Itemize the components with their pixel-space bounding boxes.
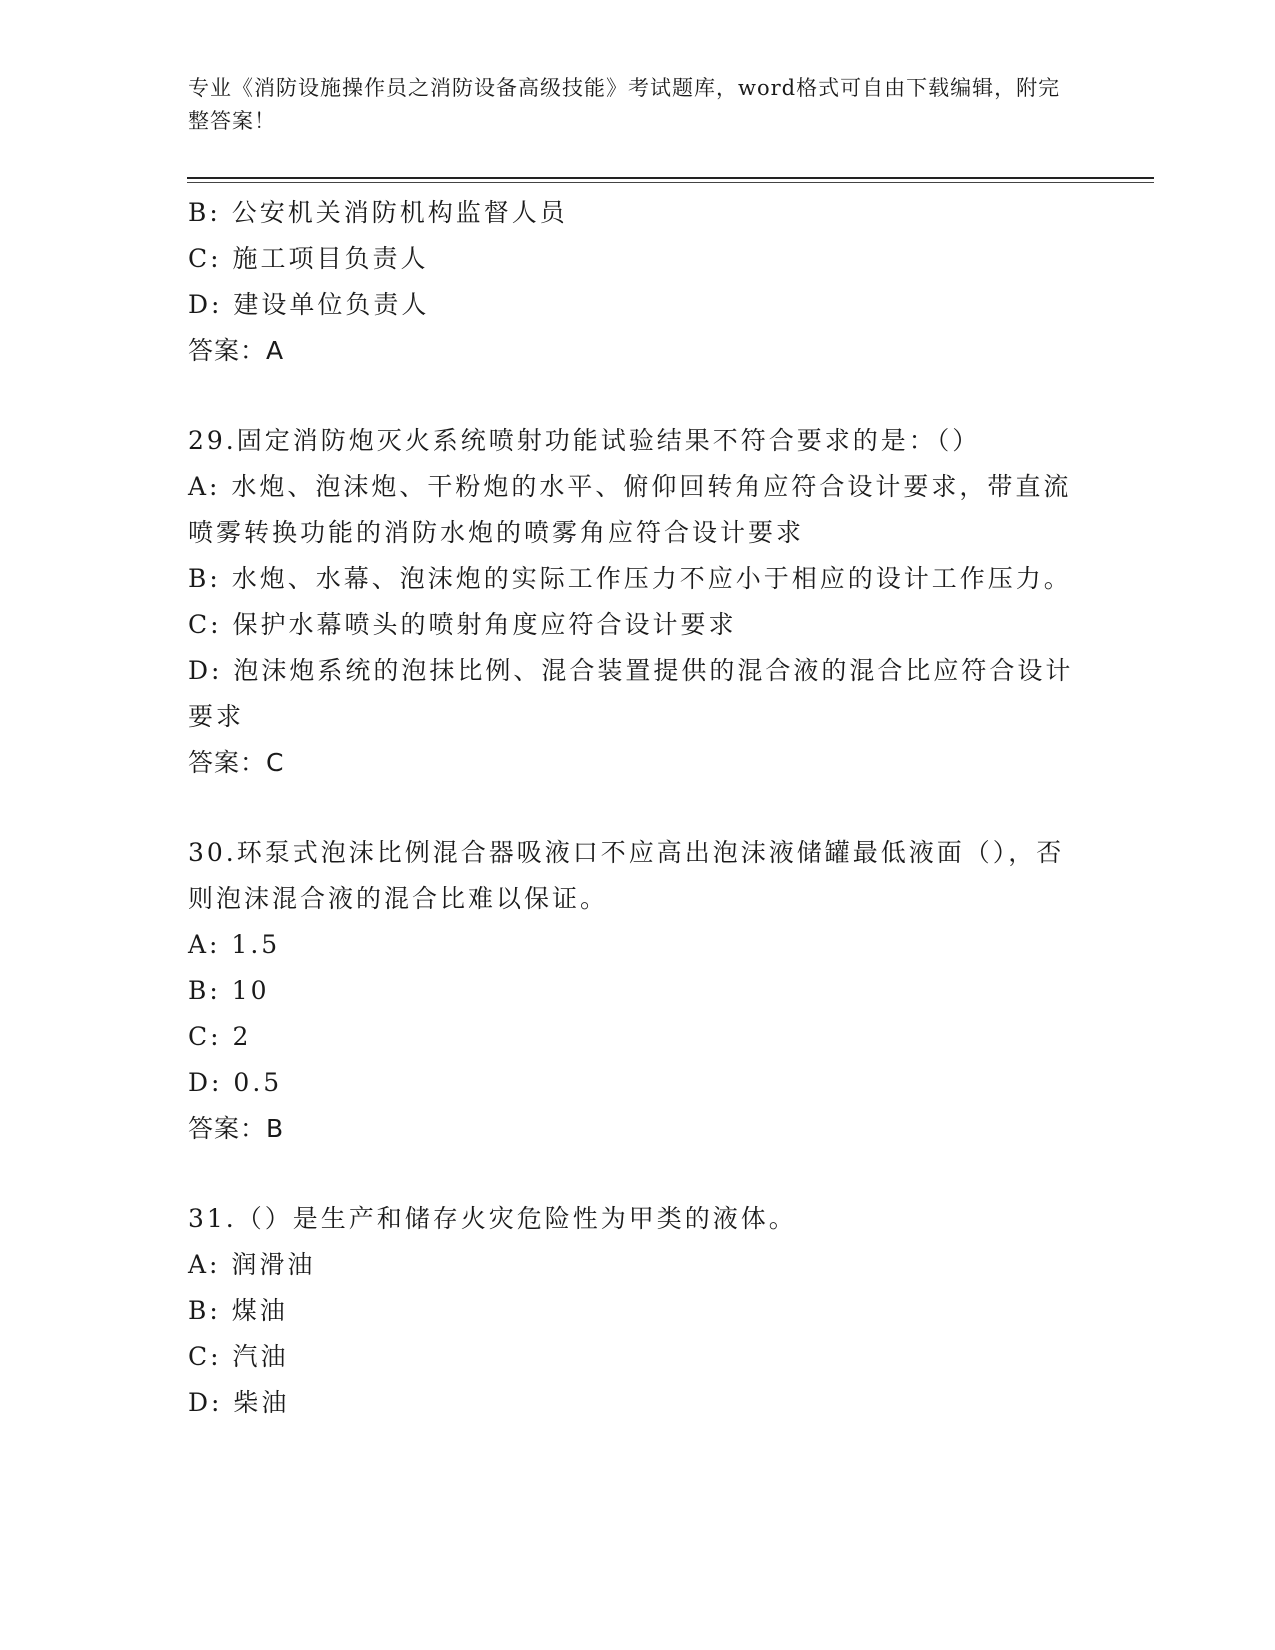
option-c: C: 施工项目负责人 [188, 244, 429, 273]
answer-line: 答案：C [188, 748, 285, 777]
option-b: B: 水炮、水幕、泡沫炮的实际工作压力不应小于相应的设计工作压力。 [188, 564, 1072, 593]
question-text: 30.环泵式泡沫比例混合器吸液口不应高出泡沫液储罐最低液面（），否则泡沫混合液的混合比难以保证。 [188, 838, 1065, 913]
option-a: A: 1.5 [188, 930, 281, 959]
option-d: D: 0.5 [188, 1068, 283, 1097]
option-b: B: 煤油 [188, 1296, 288, 1325]
option-d: D: 柴油 [188, 1388, 290, 1417]
spacer [188, 1152, 1078, 1196]
page-header: 专业《消防设施操作员之消防设备高级技能》考试题库，word格式可自由下载编辑，附完整答案！ [188, 76, 1061, 133]
option-a: A: 润滑油 [188, 1250, 316, 1279]
spacer [188, 374, 1078, 418]
question-29 [188, 418, 1078, 786]
option-c: C: 汽油 [188, 1342, 289, 1371]
option-c: C: 保护水幕喷头的喷射角度应符合设计要求 [188, 610, 737, 639]
option-b: B: 10 [188, 976, 270, 1005]
option-c: C: 2 [188, 1022, 252, 1051]
option-d: D: 泡沫炮系统的泡抹比例、混合装置提供的混合液的混合比应符合设计要求 [188, 656, 1074, 731]
question-31 [188, 1196, 1078, 1426]
question-30 [188, 830, 1078, 1152]
document-body [188, 190, 1078, 1426]
option-b: B: 公安机关消防机构监督人员 [188, 198, 568, 227]
option-a: A: 水炮、泡沫炮、干粉炮的水平、俯仰回转角应符合设计要求，带直流喷雾转换功能的消防水炮的喷雾角应符合设计要求 [188, 472, 1072, 547]
header-rule-thin [187, 182, 1154, 183]
answer-line: 答案：A [188, 336, 285, 365]
answer-line: 答案：B [188, 1114, 285, 1143]
question-28-tail [188, 190, 1078, 374]
question-text: 29.固定消防炮灭火系统喷射功能试验结果不符合要求的是：（） [188, 426, 981, 455]
header-rule-thick [187, 177, 1154, 179]
question-text: 31.（）是生产和储存火灾危险性为甲类的液体。 [188, 1204, 797, 1233]
spacer [188, 786, 1078, 830]
option-d: D: 建设单位负责人 [188, 290, 430, 319]
